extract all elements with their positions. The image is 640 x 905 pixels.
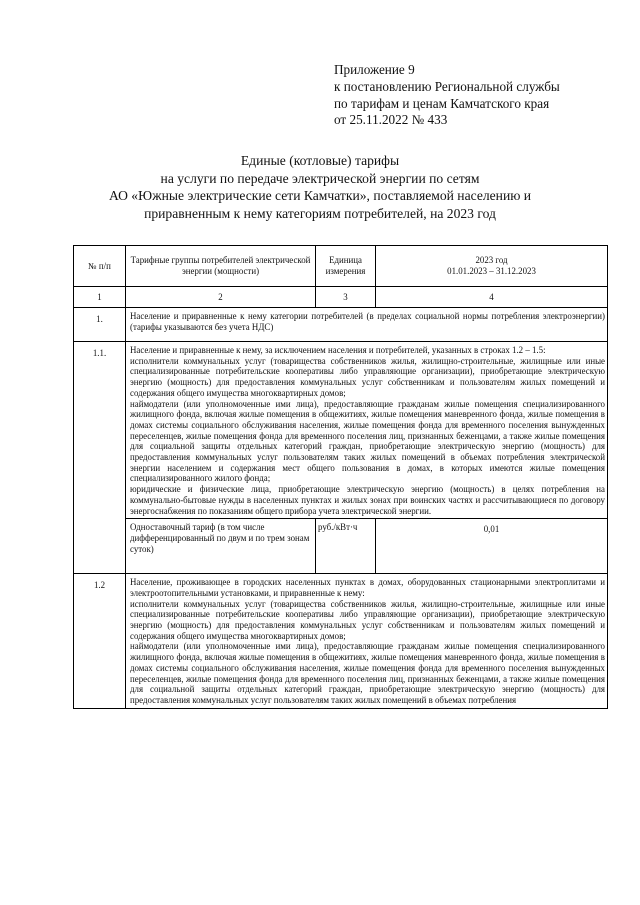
column-number: 2 <box>126 287 316 308</box>
description-paragraph: Население и приравненные к нему, за исключением населения и потребителей, указанных в строках 1.2 – 1.5: <box>130 345 546 355</box>
row-description <box>126 342 608 519</box>
table-row <box>74 342 608 519</box>
tariff-unit: руб./кВт·ч <box>316 519 376 574</box>
document-title <box>60 152 580 222</box>
row-number: 1.2 <box>74 574 126 708</box>
header-period: 01.01.2023 – 31.12.2023 <box>447 266 536 276</box>
description-paragraph: Население, проживающее в городских населенных пунктах в домах, оборудованных стационарными электроплитами и электроотопительными установками, и приравненные к нему: <box>130 577 605 598</box>
header-groups: Тарифные группы потребителей электрической энергии (мощности) <box>126 246 316 287</box>
title-line: АО «Южные электрические сети Камчатки», поставляемой населению и <box>108 188 532 204</box>
column-number: 1 <box>74 287 126 308</box>
table-header-row <box>74 246 608 287</box>
tariff-table <box>73 245 608 709</box>
title-line: приравненным к нему категориям потребителей, на 2023 год <box>144 205 496 221</box>
column-number: 4 <box>376 287 608 308</box>
appendix-line: к постановлению Региональной службы <box>334 78 560 94</box>
description-paragraph: исполнители коммунальных услуг (товарищества собственников жилья, жилищно-строительные, жилищные или иные специализированные потребительские кооперативы либо управляющие организации), приобретающие электрическую энергию (мощность) для предоставления коммунальных услуг собственникам и пользователям жилых помещений и содержания общего имущества многоквартирных домов; <box>130 598 605 641</box>
appendix-line: от 25.11.2022 № 433 <box>334 112 448 128</box>
table-row <box>74 574 608 708</box>
header-unit: Единица измерения <box>316 246 376 287</box>
appendix-line: по тарифам и ценам Камчатского края <box>334 95 550 111</box>
column-number-row <box>74 287 608 308</box>
description-paragraph: наймодатели (или уполномоченные ими лица), предоставляющие гражданам жилые помещения специализированного жилищного фонда, включая жилые помещения в общежитиях, жилые помещения маневренного фонда, жилые помещения в домах системы социального обслуживания населения, жилые помещения фонда для временного поселения вынужденных переселенцев, жилые помещения фонда для временного поселения лиц, признанных беженцами, а также жилые помещения для социальной защиты отдельных категорий граждан, приобретающие электрическую энергию (мощность) для предоставления коммунальных услуг пользователям таких жилых помещений в объемах потребления <box>130 641 605 705</box>
tariff-value: 0,01 <box>376 519 608 574</box>
header-year-label: 2023 год <box>475 255 508 266</box>
table-row <box>74 308 608 342</box>
header-num: № п/п <box>74 246 126 287</box>
row-number: 1. <box>74 308 126 342</box>
title-line: на услуги по передаче электрической энергии по сетям <box>160 170 480 186</box>
description-paragraph: юридические и физические лица, приобретающие электрическую энергию (мощность) в целях потребления на коммунально-бытовые нужды в населенных пунктах и жилых зонах при воинских частях и рассчитывающиеся по договору энергоснабжения по показаниям общего прибора учета электрической энергии. <box>130 484 605 516</box>
description-paragraph: наймодатели (или уполномоченные ими лица), предоставляющие гражданам жилые помещения специализированного жилищного фонда, включая жилые помещения в общежитиях, жилые помещения маневренного фонда, жилые помещения в домах системы социального обслуживания населения, жилые помещения фонда для временного поселения вынужденных переселенцев, жилые помещения фонда для временного поселения лиц, признанных беженцами, а также жилые помещения для социальной защиты отдельных категорий граждан, приобретающие электрическую энергию (мощность) для предоставления коммунальных услуг пользователям таких жилых помещений в объемах потребления электрической энергии населением и содержания мест общего пользования в домах, в которых имеются жилые помещения специализированного жилого фонда; <box>130 398 605 484</box>
column-number: 3 <box>316 287 376 308</box>
description-paragraph: исполнители коммунальных услуг (товарищества собственников жилья, жилищно-строительные, жилищные или иные специализированные потребительские кооперативы либо управляющие организации), приобретающие электрическую энергию (мощность) для предоставления коммунальных услуг собственникам и пользователям жилых помещений и содержания общего имущества многоквартирных домов; <box>130 355 605 398</box>
tariff-label: Одноставочный тариф (в том числе дифференцированный по двум и по трем зонам суток) <box>126 519 316 574</box>
row-description: Население и приравненные к нему категории потребителей (в пределах социальной нормы потребления электроэнергии) (тарифы указываются без учета НДС) <box>126 308 608 342</box>
row-description <box>126 574 608 708</box>
appendix-line: Приложение 9 <box>334 62 415 77</box>
appendix-block <box>334 62 560 129</box>
row-number: 1.1. <box>74 342 126 574</box>
header-year <box>376 246 608 287</box>
tariff-row <box>74 519 608 574</box>
title-line: Единые (котловые) тарифы <box>240 153 400 168</box>
